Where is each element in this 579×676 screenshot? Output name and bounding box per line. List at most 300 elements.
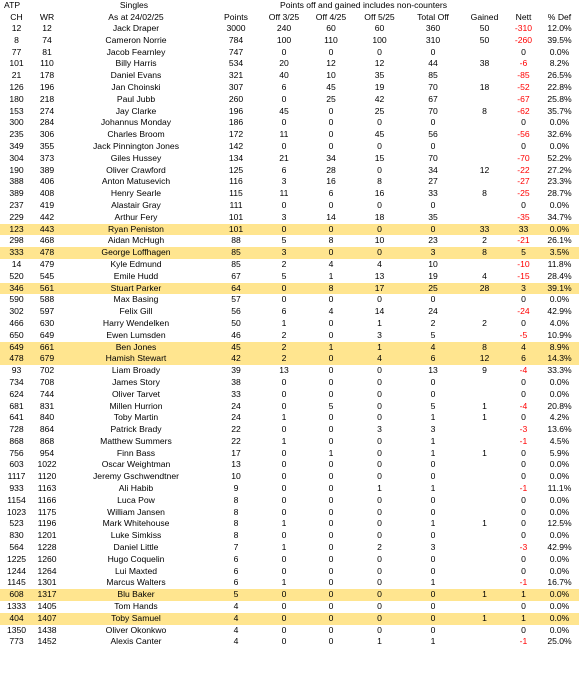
- ch-cell: 300: [9, 117, 24, 128]
- off-3-25-cell: 0: [281, 624, 287, 635]
- pct-def-cell: 11.8%: [547, 258, 572, 269]
- table-row: [0, 247, 579, 259]
- gained-cell: [462, 424, 507, 436]
- table-row: [0, 577, 579, 589]
- ch-cell: 466: [9, 317, 24, 328]
- off-5-25-cell: 0: [377, 412, 382, 423]
- wr-cell: 389: [39, 164, 55, 175]
- off-4-25-cell: 0: [307, 613, 355, 625]
- off-5-25-cell: 0: [377, 365, 382, 376]
- off-4-25-cell: 0: [328, 365, 334, 376]
- ch-cell: 14: [11, 258, 22, 269]
- off-3-25-cell: 0: [281, 530, 287, 541]
- off-4-25-cell: 0: [328, 577, 334, 588]
- points-cell: 125: [228, 164, 244, 175]
- player-name: Jack Draper: [112, 23, 160, 33]
- pct-def-cell: 0.0%: [540, 224, 579, 236]
- table-row: [0, 318, 579, 330]
- ch-cell: 1154: [7, 494, 26, 505]
- total-off-cell: 5: [430, 400, 436, 411]
- ch-cell: 304: [9, 152, 24, 163]
- off-3-25-cell: 0: [261, 224, 307, 236]
- off-5-25-cell: 42: [374, 93, 385, 104]
- gained-cell: [462, 495, 507, 507]
- gained-cell: [462, 625, 507, 637]
- nett-cell: 0: [521, 518, 526, 529]
- table-row: [0, 306, 579, 318]
- off-5-25-cell: 19: [374, 81, 385, 92]
- total-off-cell: 1: [430, 636, 436, 647]
- gained-cell: [462, 389, 507, 401]
- nett-cell: 33: [507, 224, 540, 236]
- ch-cell: 237: [9, 199, 24, 210]
- points-cell: 50: [231, 317, 241, 328]
- gained-cell: 8: [462, 247, 507, 259]
- nett-cell: -3: [519, 424, 528, 435]
- player-name: Blu Baker: [61, 589, 211, 601]
- ch-cell: 389: [9, 188, 24, 199]
- pct-def-cell: 52.2%: [547, 152, 572, 163]
- wr-cell: 1175: [37, 506, 57, 517]
- nett-cell: -21: [517, 235, 530, 246]
- ch-cell: 12: [11, 23, 22, 33]
- off-5-25-cell: 0: [377, 471, 382, 482]
- table-row: [0, 23, 579, 35]
- off-4-25-cell: 0: [328, 424, 334, 435]
- ch-cell: 868: [9, 435, 24, 446]
- points-cell: 67: [231, 270, 241, 281]
- gained-cell: [462, 330, 507, 342]
- off-5-25-cell: 0: [377, 494, 382, 505]
- ch-cell: 649: [0, 342, 33, 354]
- wr-cell: 355: [39, 140, 55, 151]
- points-cell: 307: [228, 81, 244, 92]
- table-row: [0, 58, 579, 70]
- table-row: [0, 330, 579, 342]
- off-5-25-cell: 0: [377, 577, 382, 588]
- wr-cell: 1301: [37, 577, 57, 588]
- pct-def-cell: 0.0%: [549, 506, 570, 517]
- gained-cell: [462, 117, 507, 129]
- total-off-cell: 5: [430, 329, 436, 340]
- pct-def-cell: 8.9%: [540, 342, 579, 354]
- total-off-cell: 0: [404, 589, 462, 601]
- wr-cell: 1022: [37, 459, 57, 470]
- table-row: [0, 495, 579, 507]
- off-3-25-cell: 0: [281, 140, 287, 151]
- nett-cell: 0: [521, 140, 526, 151]
- nett-cell: 0: [521, 506, 526, 517]
- player-name: Oscar Weightman: [101, 459, 171, 470]
- off-3-25-cell: 21: [279, 152, 289, 163]
- off-5-25-cell: 3: [377, 329, 382, 340]
- wr-cell: 442: [39, 211, 55, 222]
- table-row: [0, 188, 579, 200]
- off-5-25-cell: 0: [355, 247, 404, 259]
- nett-cell: 0: [521, 447, 526, 458]
- off-5-25-cell: 0: [377, 388, 382, 399]
- player-name: Giles Hussey: [110, 152, 162, 163]
- off-4-25-cell: 45: [326, 81, 336, 92]
- pct-def-cell: 0.0%: [549, 553, 570, 564]
- ch-cell: 564: [9, 542, 24, 553]
- points-cell: 6: [233, 565, 239, 576]
- gained-cell: 2: [482, 317, 487, 328]
- ch-cell: 624: [9, 388, 24, 399]
- player-name: Henry Searle: [110, 188, 162, 199]
- nett-cell: 0: [521, 459, 526, 470]
- pct-def-cell: 4.0%: [549, 317, 570, 328]
- player-name: Toby Martin: [113, 412, 159, 423]
- off-4-25-cell: 0: [328, 294, 334, 305]
- off-4-25-cell: 0: [328, 624, 334, 635]
- off-3-25-cell: 3: [281, 211, 287, 222]
- points-cell: 42: [211, 353, 261, 365]
- wr-cell: 306: [39, 129, 55, 140]
- pct-def-cell: 8.2%: [549, 58, 570, 69]
- off-3-25-cell: 0: [261, 613, 307, 625]
- nett-cell: -4: [519, 365, 528, 376]
- gained-cell: [462, 530, 507, 542]
- nett-cell: -5: [519, 329, 528, 340]
- player-name: Oliver Okonkwo: [105, 624, 167, 635]
- wr-cell: 1166: [37, 494, 57, 505]
- gained-cell: [462, 212, 507, 224]
- player-name: Marcus Walters: [106, 577, 166, 588]
- ch-cell: 681: [9, 400, 24, 411]
- off-5-25-cell: 1: [377, 483, 382, 494]
- off-3-25-cell: 0: [281, 117, 287, 128]
- points-cell: 134: [228, 152, 244, 163]
- wr-cell: 443: [33, 224, 61, 236]
- total-off-cell: 34: [428, 164, 438, 175]
- off-4-25-cell: 0: [328, 117, 334, 128]
- pct-def-cell: 0.0%: [549, 294, 570, 305]
- pct-def-cell: 42.9%: [547, 306, 572, 317]
- nett-cell: 1: [507, 613, 540, 625]
- pct-def-cell: 26.1%: [547, 235, 572, 246]
- ch-cell: 123: [0, 224, 33, 236]
- points-cell: 22: [231, 424, 241, 435]
- pct-def-cell: 0.0%: [549, 140, 570, 151]
- ch-cell: 190: [9, 164, 24, 175]
- nett-cell: -6: [519, 58, 528, 69]
- pct-def-cell: 0.0%: [549, 388, 570, 399]
- nett-cell: -260: [514, 34, 533, 45]
- off-3-25-cell: 0: [281, 459, 287, 470]
- points-cell: 6: [233, 553, 239, 564]
- table-row: [0, 436, 579, 448]
- points-cell: 196: [228, 105, 244, 116]
- wr-cell: 630: [39, 317, 55, 328]
- off-4-25-cell: 0: [328, 129, 334, 140]
- table-row: [0, 153, 579, 165]
- player-name: Jay Clarke: [115, 105, 157, 116]
- nett-cell: 0: [521, 565, 526, 576]
- pct-def-cell: 12.0%: [547, 23, 572, 33]
- table-row: [0, 613, 579, 625]
- table-row: [0, 542, 579, 554]
- pct-def-cell: 0.0%: [549, 601, 570, 612]
- off-5-25-cell: 4: [355, 353, 404, 365]
- points-cell: 3000: [226, 23, 246, 33]
- pct-def-cell: 14.3%: [540, 353, 579, 365]
- table-row: [0, 259, 579, 271]
- off-3-25-cell: 3: [261, 247, 307, 259]
- total-off-cell: 6: [404, 353, 462, 365]
- points-cell: 8: [233, 530, 239, 541]
- pct-def-cell: 42.9%: [547, 542, 572, 553]
- off-5-25-cell: 0: [377, 624, 382, 635]
- off-5-25-cell: 0: [377, 601, 382, 612]
- pct-def-cell: 39.5%: [547, 34, 572, 45]
- table-row: [0, 342, 579, 354]
- off-4-25-cell: 0: [328, 601, 334, 612]
- off-4-25-cell: 0: [328, 542, 334, 553]
- table-row: [0, 353, 579, 365]
- player-name: Kyle Edmund: [110, 258, 162, 269]
- player-name: Felix Gill: [119, 306, 153, 317]
- gained-cell: 28: [462, 283, 507, 295]
- total-off-cell: 10: [428, 258, 438, 269]
- total-off-cell: 3: [430, 424, 436, 435]
- nett-cell: 0: [521, 46, 526, 57]
- table-row: [0, 224, 579, 236]
- pct-def-cell: 0.0%: [540, 613, 579, 625]
- off-3-25-cell: 2: [281, 329, 287, 340]
- nett-cell: 0: [521, 199, 526, 210]
- player-name: Ali Habib: [118, 483, 154, 494]
- off-4-25-cell: 0: [328, 636, 334, 647]
- player-name: Arthur Fery: [114, 211, 158, 222]
- total-off-cell: 0: [404, 613, 462, 625]
- off-5-25-cell: 0: [377, 199, 382, 210]
- off-4-25-cell: 6: [328, 188, 334, 199]
- off-4-25-cell: 14: [326, 211, 336, 222]
- total-off-cell: 0: [430, 553, 436, 564]
- off-4-25-cell: 1: [307, 342, 355, 354]
- off-3-25-cell: 0: [281, 400, 287, 411]
- off-5-25-cell: 12: [374, 58, 385, 69]
- gained-cell: 1: [482, 412, 487, 423]
- wr-cell: 74: [42, 34, 52, 45]
- wr-cell: 545: [39, 270, 55, 281]
- pct-def-cell: 26.5%: [547, 70, 572, 81]
- gained-cell: 50: [479, 34, 490, 45]
- wr-cell: 1264: [37, 565, 57, 576]
- points-cell: 38: [231, 376, 241, 387]
- ch-cell: 830: [9, 530, 24, 541]
- total-off-cell: 0: [430, 199, 436, 210]
- table-row: [0, 518, 579, 530]
- off-5-25-cell: 0: [377, 530, 382, 541]
- off-4-25-cell: 1: [328, 447, 334, 458]
- nett-cell: -4: [519, 400, 528, 411]
- off-5-25-cell: 60: [374, 23, 385, 33]
- gained-cell: 38: [479, 58, 490, 69]
- nett-cell: -1: [519, 577, 528, 588]
- off-4-25-cell: 0: [328, 565, 334, 576]
- pct-def-cell: 0.0%: [549, 376, 570, 387]
- points-cell: 4: [233, 624, 239, 635]
- off-5-25-cell: 0: [377, 400, 382, 411]
- off-5-25-cell: 13: [374, 270, 385, 281]
- points-cell: 8: [233, 494, 239, 505]
- table-row: [0, 106, 579, 118]
- total-off-cell: 25: [404, 283, 462, 295]
- off-4-25-cell: 0: [328, 199, 334, 210]
- off-3-25-cell: 1: [281, 542, 287, 553]
- total-off-cell: 0: [430, 140, 436, 151]
- header-as-at: As at 24/02/25: [108, 12, 164, 22]
- pct-def-cell: 4.2%: [549, 412, 570, 423]
- pct-def-cell: 35.7%: [547, 105, 572, 116]
- off-5-25-cell: 35: [374, 70, 385, 81]
- off-3-25-cell: 3: [281, 176, 287, 187]
- nett-cell: -67: [517, 93, 530, 104]
- player-name: Liam Broady: [111, 365, 161, 376]
- total-off-cell: 1: [430, 435, 436, 446]
- table-row: [0, 165, 579, 177]
- points-cell: 116: [229, 176, 243, 187]
- off-4-25-cell: 12: [326, 58, 336, 69]
- header-points: Points: [224, 12, 248, 22]
- table-row: [0, 129, 579, 141]
- off-5-25-cell: 14: [374, 306, 385, 317]
- ch-cell: 1145: [7, 577, 26, 588]
- nett-cell: -1: [519, 435, 528, 446]
- table-row: [0, 47, 579, 59]
- points-cell: 17: [231, 447, 241, 458]
- off-4-25-cell: 60: [326, 23, 336, 33]
- pct-def-cell: 33.3%: [547, 365, 572, 376]
- player-name: Daniel Little: [113, 542, 159, 553]
- player-name: Hamish Stewart: [61, 353, 211, 365]
- wr-cell: 744: [39, 388, 55, 399]
- wr-cell: 954: [39, 447, 55, 458]
- header-total-off: Total Off: [417, 12, 449, 22]
- nett-cell: -62: [517, 105, 530, 116]
- wr-cell: 1163: [37, 483, 57, 494]
- points-cell: 57: [231, 294, 241, 305]
- points-cell: 101: [228, 211, 244, 222]
- off-3-25-cell: 2: [261, 342, 307, 354]
- off-4-25-cell: 0: [328, 435, 334, 446]
- table-row: [0, 507, 579, 519]
- points-cell: 10: [231, 471, 241, 482]
- gained-cell: 8: [482, 105, 487, 116]
- table-row: [0, 483, 579, 495]
- points-cell: 172: [228, 129, 244, 140]
- total-off-cell: 70: [428, 105, 438, 116]
- off-5-25-cell: 0: [377, 117, 382, 128]
- player-name: Jan Choinski: [111, 81, 161, 92]
- off-3-25-cell: 45: [279, 105, 289, 116]
- total-off-cell: 19: [428, 270, 438, 281]
- points-cell: 8: [233, 518, 239, 529]
- total-off-cell: 44: [428, 58, 438, 69]
- total-off-cell: 0: [430, 624, 436, 635]
- ch-cell: 333: [0, 247, 33, 259]
- gained-cell: 1: [482, 400, 487, 411]
- off-3-25-cell: 0: [281, 471, 287, 482]
- ch-cell: 1244: [6, 565, 27, 576]
- ch-cell: 153: [9, 105, 24, 116]
- points-cell: 260: [228, 93, 244, 104]
- pct-def-cell: 39.1%: [540, 283, 579, 295]
- wr-cell: 1438: [37, 624, 57, 635]
- player-name: William Jansen: [107, 506, 165, 517]
- total-off-cell: 70: [428, 152, 438, 163]
- off-5-25-cell: 0: [377, 164, 382, 175]
- nett-cell: -52: [517, 81, 530, 92]
- nett-cell: -85: [517, 70, 530, 81]
- pct-def-cell: 28.4%: [547, 270, 572, 281]
- points-cell: 39: [231, 365, 241, 376]
- off-4-25-cell: 0: [328, 494, 334, 505]
- ch-cell: 388: [9, 176, 24, 187]
- table-row: [0, 601, 579, 613]
- off-4-25-cell: 0: [328, 553, 334, 564]
- off-4-25-cell: 0: [328, 140, 334, 151]
- off-4-25-cell: 0: [307, 353, 355, 365]
- wr-cell: 597: [39, 306, 55, 317]
- player-name: Hugo Coquelin: [107, 553, 165, 564]
- gained-cell: 50: [479, 23, 490, 33]
- off-4-25-cell: 0: [328, 329, 334, 340]
- ch-cell: 1117: [7, 471, 26, 482]
- table-row: [0, 82, 579, 94]
- off-4-25-cell: 1: [328, 270, 334, 281]
- off-4-25-cell: 0: [328, 105, 334, 116]
- ch-cell: 1023: [6, 506, 27, 517]
- off-4-25-cell: 0: [307, 247, 355, 259]
- wr-cell: 468: [39, 235, 55, 246]
- off-5-25-cell: 1: [377, 636, 382, 647]
- off-4-25-cell: 34: [326, 152, 336, 163]
- header-atp: ATP: [4, 0, 21, 10]
- off-3-25-cell: 0: [261, 283, 307, 295]
- gained-cell: 1: [462, 589, 507, 601]
- wr-cell: 1405: [37, 601, 57, 612]
- wr-cell: 1260: [37, 553, 57, 564]
- ch-cell: 298: [9, 235, 24, 246]
- off-5-25-cell: 0: [355, 613, 404, 625]
- pct-def-cell: 20.8%: [547, 400, 572, 411]
- off-3-25-cell: 5: [281, 270, 287, 281]
- wr-cell: 1407: [33, 613, 61, 625]
- player-name: Johannus Monday: [100, 117, 172, 128]
- off-5-25-cell: 0: [377, 294, 382, 305]
- wr-cell: 649: [39, 329, 55, 340]
- wr-cell: 868: [39, 435, 55, 446]
- nett-cell: -56: [517, 129, 530, 140]
- player-name: Finn Bass: [116, 447, 156, 458]
- nett-cell: 0: [521, 412, 526, 423]
- gained-cell: 1: [482, 447, 487, 458]
- header-off-5-25: Off 5/25: [364, 12, 395, 22]
- table-row: [0, 424, 579, 436]
- off-5-25-cell: 1: [377, 317, 382, 328]
- off-5-25-cell: 15: [374, 152, 385, 163]
- pct-def-cell: 13.6%: [547, 424, 572, 435]
- total-off-cell: 0: [430, 46, 436, 57]
- table-row: [0, 35, 579, 47]
- off-5-25-cell: 0: [377, 140, 382, 151]
- ch-cell: 101: [9, 58, 24, 69]
- total-off-cell: 24: [428, 306, 438, 317]
- wr-cell: 661: [33, 342, 61, 354]
